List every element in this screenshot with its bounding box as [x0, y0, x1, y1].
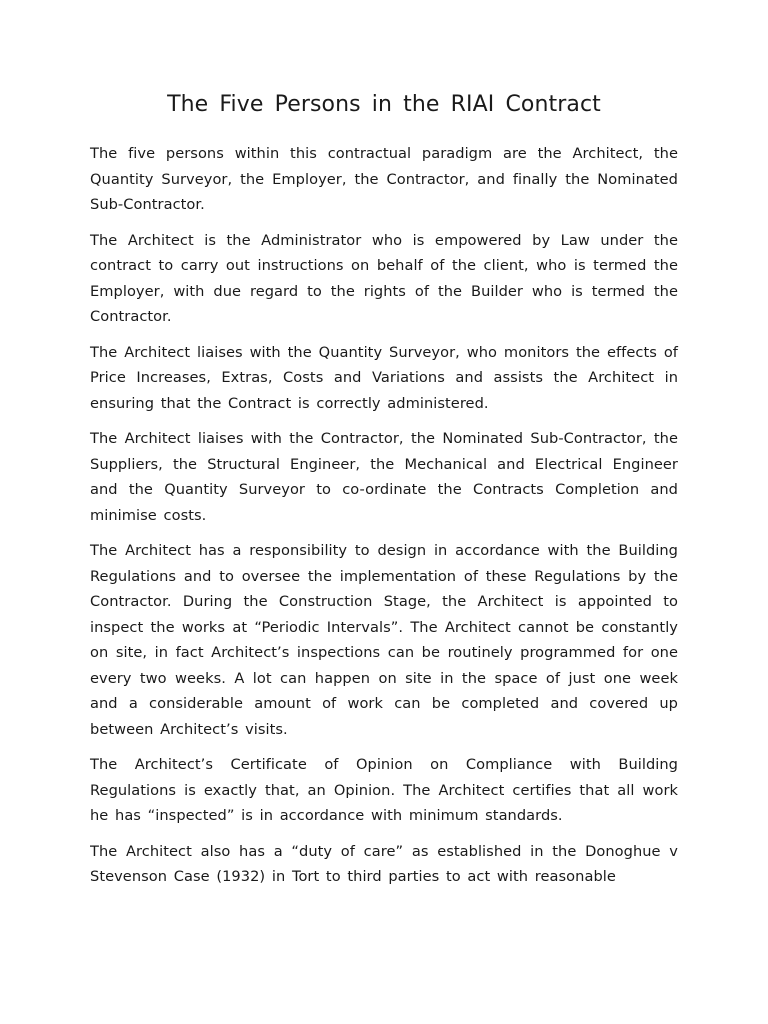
document-body — [90, 141, 678, 890]
paragraph-building-regulations: The Architect has a responsibility to design in accordance with the Building Regulations and to oversee the implementation of these Regulations by the Contractor. During the Construction Stage, the Architect is appointed to inspect the works at “Periodic Intervals”. The Architect cannot be constantly on site, in fact Architect’s inspections can be routinely programmed for one every two weeks. A lot can happen on site in the space of just one week and a considerable amount of work can be completed and covered up between Architect’s visits. — [90, 542, 678, 738]
paragraph-duty-of-care: The Architect also has a “duty of care” as established in the Donoghue v Stevenson Case (1932) in Tort to third parties to act with reasonable — [90, 842, 678, 885]
paragraph-certificate-of-opinion: The Architect’s Certificate of Opinion on Compliance with Building Regulations is exactly that, an Opinion. The Architect certifies that all work he has “inspected” is in accordance with minimum standards. — [90, 756, 678, 824]
paragraph-architect-administrator: The Architect is the Administrator who is empowered by Law under the contract to carry out instructions on behalf of the client, who is termed the Employer, with due regard to the rights of the Builder who is termed the Contractor. — [90, 231, 678, 325]
paragraph-quantity-surveyor: The Architect liaises with the Quantity Surveyor, who monitors the effects of Price Increases, Extras, Costs and Variations and assists the Architect in ensuring that the Contract is correctly administered. — [90, 343, 678, 412]
paragraph-coordination: The Architect liaises with the Contractor, the Nominated Sub-Contractor, the Suppliers, the Structural Engineer, the Mechanical and Electrical Engineer and the Quantity Surveyor to co-ordinate the Contracts Completion and minimise costs. — [90, 430, 678, 524]
paragraph-five-persons: The five persons within this contractual paradigm are the Architect, the Quantity Surveyor, the Employer, the Contractor, and finally the Nominated Sub-Contractor. — [90, 145, 678, 213]
document-title: The Five Persons in the RIAI Contract — [167, 92, 601, 117]
